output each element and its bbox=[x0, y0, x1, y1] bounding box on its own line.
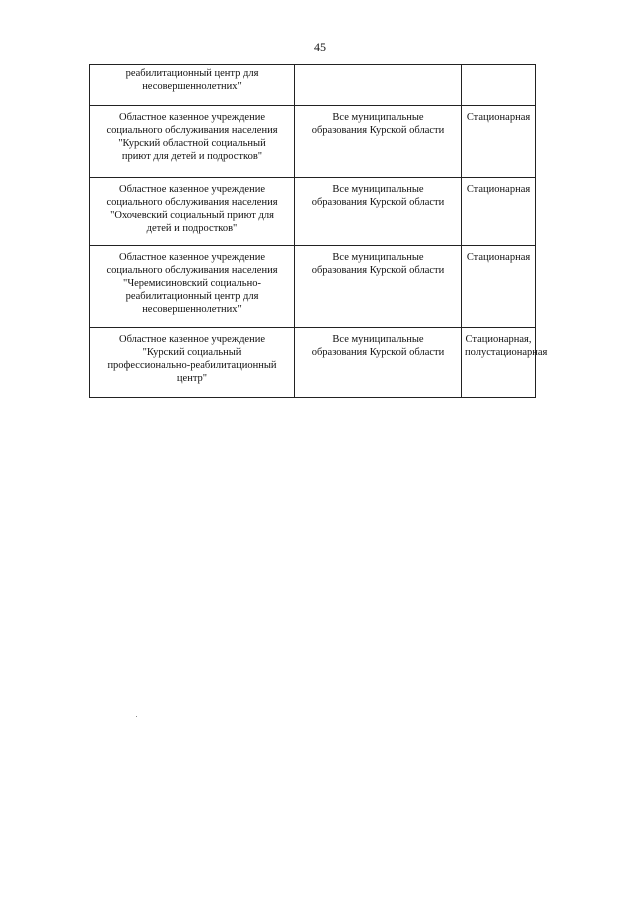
cell-line: "Курский социальный bbox=[142, 347, 242, 358]
cell-line: детей и подростков" bbox=[146, 223, 238, 234]
cell-line: образования Курской области bbox=[311, 125, 445, 136]
table-row bbox=[90, 328, 536, 398]
cell-line: социального обслуживания населения bbox=[106, 125, 278, 136]
cell-line: образования Курской области bbox=[311, 347, 445, 358]
cell-line: профессионально-реабилитационный bbox=[107, 360, 277, 371]
cell-line: центр" bbox=[176, 373, 208, 384]
cell-line: "Охочевский социальный приют для bbox=[110, 210, 274, 221]
table-row bbox=[90, 65, 536, 106]
cell-line: несовершеннолетних" bbox=[142, 304, 242, 315]
cell-line: Областное казенное учреждение bbox=[118, 252, 265, 263]
cell-line: Стационарная bbox=[466, 184, 531, 195]
services-table bbox=[89, 64, 548, 398]
cell-line: Областное казенное учреждение bbox=[118, 112, 265, 123]
service-form-cell bbox=[462, 246, 536, 328]
cell-line: реабилитационный центр для bbox=[125, 291, 259, 302]
cell-line: несовершеннолетних" bbox=[142, 81, 242, 92]
cell-line: Стационарная, bbox=[465, 334, 532, 345]
service-form-cell bbox=[462, 106, 536, 178]
cell-line: Все муниципальные bbox=[332, 184, 424, 195]
cell-line: реабилитационный центр для bbox=[125, 68, 259, 79]
table-row bbox=[90, 178, 536, 246]
page-number: 45 bbox=[314, 40, 326, 54]
cell-line: Стационарная bbox=[466, 252, 531, 263]
area-cell bbox=[295, 106, 462, 178]
institution-cell bbox=[90, 328, 295, 398]
cell-line: социального обслуживания населения bbox=[106, 265, 278, 276]
area-cell bbox=[295, 246, 462, 328]
service-form-cell bbox=[462, 328, 548, 398]
institution-cell bbox=[90, 106, 295, 178]
cell-line: приют для детей и подростков" bbox=[121, 151, 263, 162]
cell-line: Все муниципальные bbox=[332, 112, 424, 123]
cell-line: "Курский областной социальный bbox=[118, 138, 266, 149]
institution-cell bbox=[90, 246, 295, 328]
area-cell bbox=[295, 328, 462, 398]
cell-line: Областное казенное учреждение bbox=[118, 184, 265, 195]
institution-cell bbox=[90, 65, 295, 106]
cell-line: образования Курской области bbox=[311, 197, 445, 208]
institution-cell bbox=[90, 178, 295, 246]
cell-line: образования Курской области bbox=[311, 265, 445, 276]
cell-line: Все муниципальные bbox=[332, 334, 424, 345]
service-form-cell bbox=[462, 178, 536, 246]
scan-speck bbox=[136, 716, 137, 717]
area-cell bbox=[295, 178, 462, 246]
cell-line: Стационарная bbox=[466, 112, 531, 123]
table-row bbox=[90, 246, 536, 328]
table-row bbox=[90, 106, 536, 178]
cell-line: полустационарная bbox=[465, 347, 548, 358]
area-cell bbox=[295, 65, 462, 106]
service-form-cell bbox=[462, 65, 536, 106]
cell-line: "Черемисиновский социально- bbox=[123, 278, 261, 289]
cell-line: социального обслуживания населения bbox=[106, 197, 278, 208]
cell-line: Областное казенное учреждение bbox=[118, 334, 265, 345]
cell-line: Все муниципальные bbox=[332, 252, 424, 263]
